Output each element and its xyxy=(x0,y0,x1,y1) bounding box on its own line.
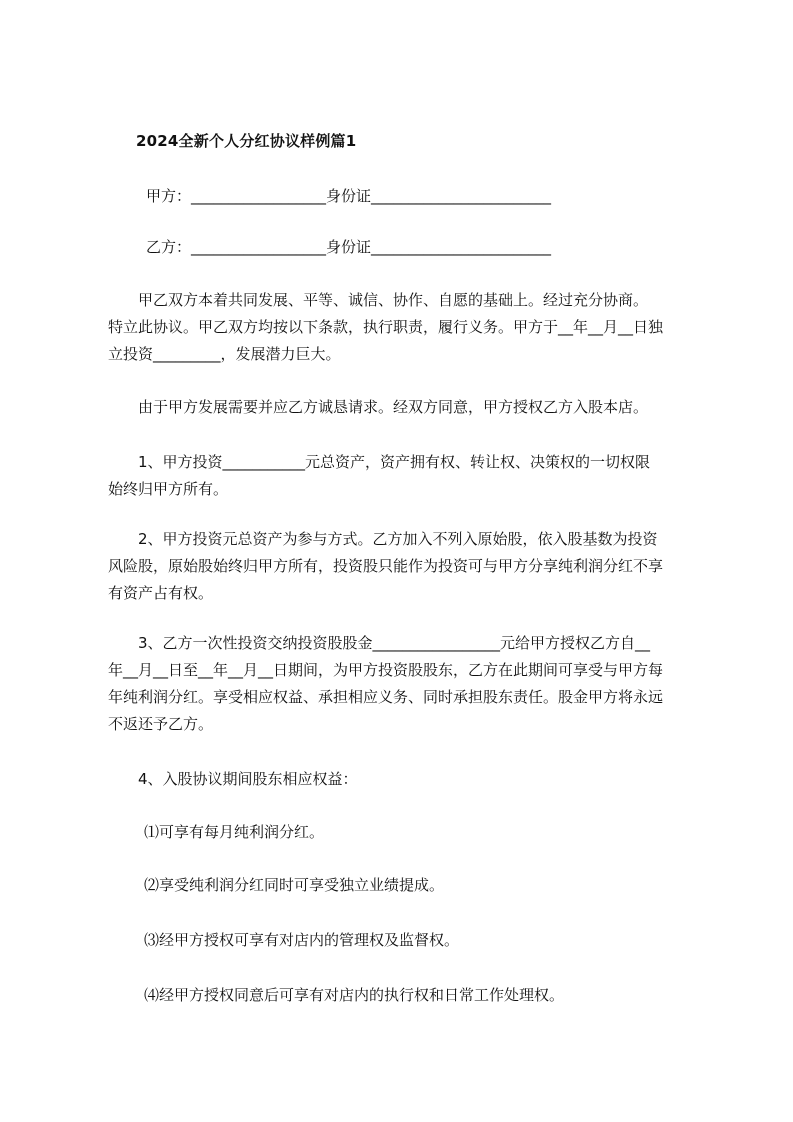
clause-4-heading xyxy=(108,766,708,793)
clause-1-line-2: 始终归甲方所有。 xyxy=(108,480,229,498)
clause-4-heading-line: 4、入股协议期间股东相应权益： xyxy=(108,770,358,788)
intro-line-3: 立投资_________，发展潜力巨大。 xyxy=(108,345,341,363)
intro-paragraph xyxy=(108,287,708,368)
clause-2-line-1: 2、甲方投资元总资产为参与方式。乙方加入不列入原始股，依入股基数为投资 xyxy=(108,530,658,548)
intro-line-1: 甲乙双方本着共同发展、平等、诚信、协作、自愿的基础上。经过充分协商。 xyxy=(108,291,649,309)
reason-line: 由于甲方发展需要并应乙方诚恳请求。经双方同意，甲方授权乙方入股本店。 xyxy=(108,398,649,416)
clause-3-line-3: 年纯利润分红。享受相应权益、承担相应义务、同时承担股东责任。股金甲方将永远 xyxy=(108,688,664,706)
right-item-4: ⑷经甲方授权同意后可享有对店内的执行权和日常工作处理权。 xyxy=(144,986,565,1004)
clause-1 xyxy=(108,449,708,503)
party-a-line: 甲方：__________________身份证________________________ xyxy=(146,187,552,205)
right-item-1: ⑴可享有每月纯利润分红。 xyxy=(144,823,325,841)
clause-1-line-1: 1、甲方投资___________元总资产，资产拥有权、转让权、决策权的一切权限 xyxy=(108,453,651,471)
clause-3-line-2: 年__月__日至__年__月__日期间，为甲方投资股股东，乙方在此期间可享受与甲方每 xyxy=(108,661,664,679)
document-title: 2024全新个人分红协议样例篇1 xyxy=(136,132,357,150)
right-item-2: ⑵享受纯利润分红同时可享受独立业绩提成。 xyxy=(144,876,445,894)
clause-2 xyxy=(108,526,708,607)
clause-3-line-1: 3、乙方一次性投资交纳投资股股金_________________元给甲方授权乙方自__ xyxy=(108,634,651,652)
clause-2-line-2: 风险股，原始股始终归甲方所有，投资股只能作为投资可与甲方分享纯利润分红不享 xyxy=(108,557,664,575)
intro-line-2: 特立此协议。甲乙双方均按以下条款，执行职责，履行义务。甲方于__年__月__日独 xyxy=(108,318,664,336)
reason-paragraph xyxy=(108,394,708,421)
clause-3 xyxy=(108,630,708,738)
clause-3-line-4: 不返还予乙方。 xyxy=(108,715,214,733)
clause-2-line-3: 有资产占有权。 xyxy=(108,584,214,602)
right-item-3: ⑶经甲方授权可享有对店内的管理权及监督权。 xyxy=(144,931,460,949)
party-b-line: 乙方：__________________身份证________________________ xyxy=(146,238,552,256)
